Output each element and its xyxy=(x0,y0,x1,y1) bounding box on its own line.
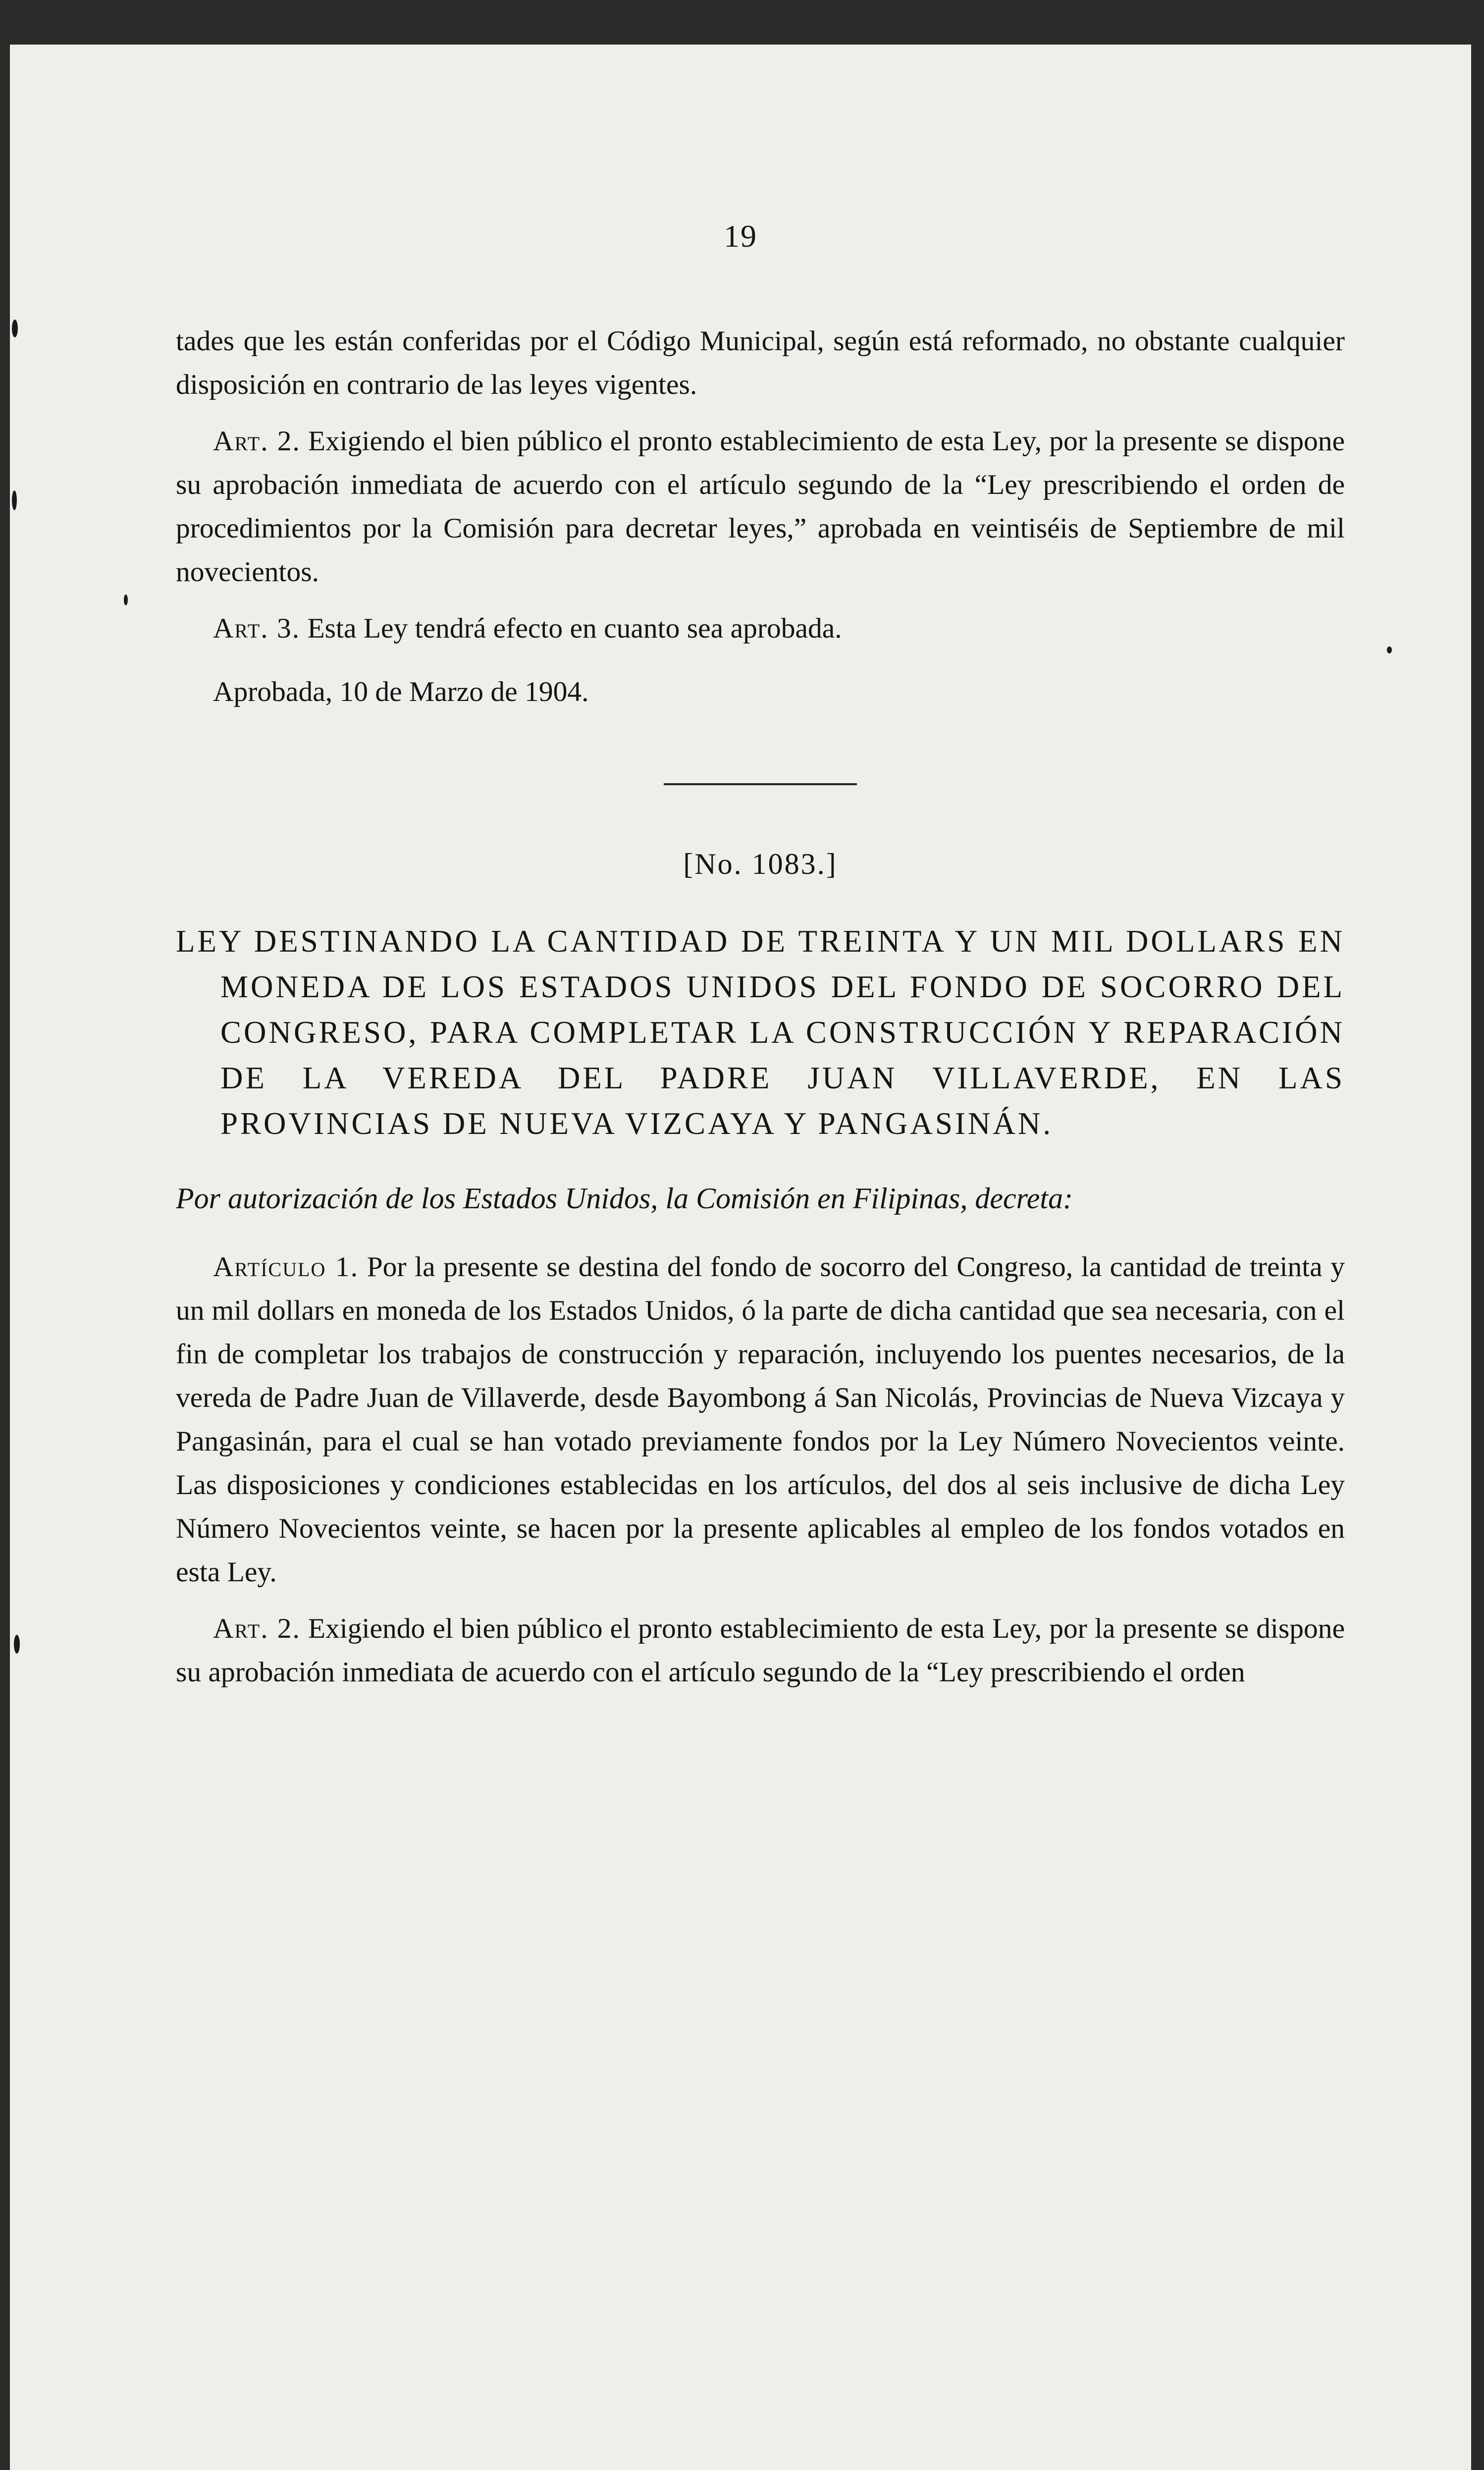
article-paragraph xyxy=(176,607,1345,650)
text-column xyxy=(176,320,1345,1694)
margin-mark xyxy=(12,490,17,510)
article-text: Esta Ley tendrá efecto en cuanto sea aprobada. xyxy=(307,613,842,644)
law-number: [No. 1083.] xyxy=(683,848,838,880)
article-text: Exigiendo el bien público el pronto establecimiento de esta Ley, por la presente se dispone su aprobación inmediata de acuerdo con el artículo segundo de la “Ley prescribiendo el orden xyxy=(176,1613,1345,1688)
law-title: LEY DESTINANDO LA CANTIDAD DE TREINTA Y UN MIL DOLLARS EN MONEDA DE LOS ESTADOS UNIDOS DEL FONDO DE SOCORRO DEL CONGRESO, PARA COMPLETAR LA CONSTRUCCIÓN Y REPARACIÓN DE LA VEREDA DEL PADRE JUAN VILLAVERDE, EN LAS PROVINCIAS DE NUEVA VIZCAYA Y PANGASINÁN. xyxy=(176,924,1345,1141)
section-divider xyxy=(664,783,857,785)
article-text: Exigiendo el bien público el pronto establecimiento de esta Ley, por la presente se dispone su aprobación inmediata de acuerdo con el artículo segundo de la “Ley prescribiendo el orden de procedimientos por la Comisión para decretar leyes,” aprobada en veintiséis de Septiembre de mil novecientos. xyxy=(176,426,1345,588)
margin-mark xyxy=(12,320,18,337)
article-label: Art. 2. xyxy=(213,426,301,457)
article-label: Art. 2. xyxy=(213,1613,301,1644)
article-label: Artículo 1. xyxy=(213,1251,359,1283)
article-paragraph xyxy=(176,1607,1345,1694)
continuation-paragraph: tades que les están conferidas por el Código Municipal, según está reformado, no obstante cualquier disposición en contrario de las leyes vigentes. xyxy=(176,325,1345,400)
document-page xyxy=(10,45,1471,2470)
margin-mark xyxy=(14,1635,20,1654)
article-paragraph xyxy=(176,420,1345,594)
article-label: Art. 3. xyxy=(213,613,301,644)
article-paragraph xyxy=(176,1245,1345,1594)
margin-mark xyxy=(1387,646,1392,653)
approval-date: Aprobada, 10 de Marzo de 1904. xyxy=(213,676,589,707)
margin-mark xyxy=(124,594,128,605)
enacting-clause: Por autorización de los Estados Unidos, la Comisión en Filipinas, decreta: xyxy=(176,1182,1073,1215)
page-number: 19 xyxy=(724,218,757,254)
article-text: Por la presente se destina del fondo de socorro del Congreso, la cantidad de treinta y un mil dollars en moneda de los Estados Unidos, ó la parte de dicha cantidad que sea necesaria, con el fin de completar los trabajos de construcción y reparación, incluyendo los puentes necesarios, de la vereda de Padre Juan de Villaverde, desde Bayombong á San Nicolás, Provincias de Nueva Vizcaya y Pangasinán, para el cual se han votado previamente fondos por la Ley Número Novecientos veinte. Las disposiciones y condiciones establecidas en los artículos, del dos al seis inclusive de dicha Ley Número Novecientos veinte, se hacen por la presente aplicables al empleo de los fondos votados en esta Ley. xyxy=(176,1251,1345,1588)
